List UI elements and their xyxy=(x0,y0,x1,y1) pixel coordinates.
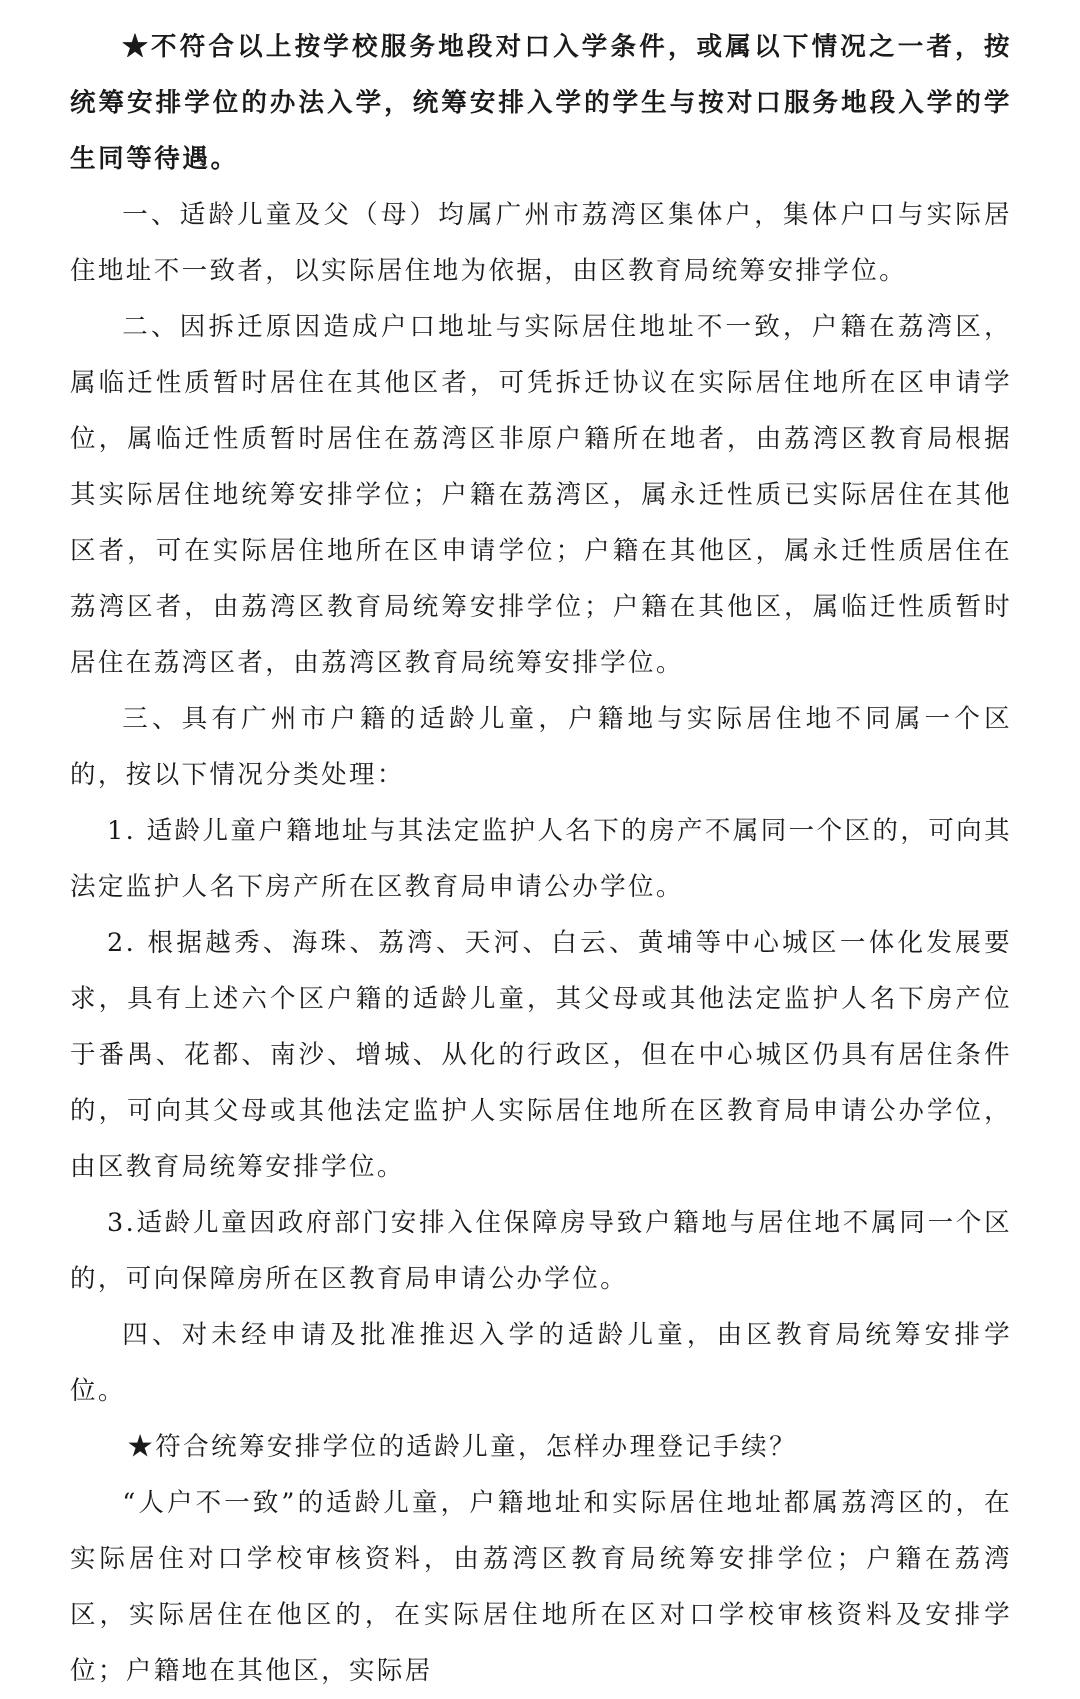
paragraph-subitem-3: 3.适龄儿童因政府部门安排入住保障房导致户籍地与居住地不属同一个区的，可向保障房所在区教育局申请公办学位。 xyxy=(70,1208,1012,1294)
paragraph-item-2: 二、因拆迁原因造成户口地址与实际居住地址不一致，户籍在荔湾区，属临迁性质暂时居住在其他区者，可凭拆迁协议在实际居住地所在区申请学位，属临迁性质暂时居住在荔湾区非原户籍所在地者，由荔湾区教育局根据其实际居住地统筹安排学位；户籍在荔湾区，属永迁性质已实际居住在其他区者，可在实际居住地所在区申请学位；户籍在其他区，属永迁性质居住在荔湾区者，由荔湾区教育局统筹安排学位；户籍在其他区，属临迁性质暂时居住在荔湾区者，由荔湾区教育局统筹安排学位。 xyxy=(70,312,1012,678)
paragraph-question: ★符合统筹安排学位的适龄儿童，怎样办理登记手续？ xyxy=(127,1432,797,1462)
paragraph-item-3: 三、具有广州市户籍的适龄儿童，户籍地与实际居住地不同属一个区的，按以下情况分类处理： xyxy=(70,704,1012,790)
paragraph-item-4: 四、对未经申请及批准推迟入学的适龄儿童，由区教育局统筹安排学位。 xyxy=(70,1320,1012,1406)
paragraph-answer: “人户不一致”的适龄儿童，户籍地址和实际居住地址都属荔湾区的，在实际居住对口学校审核资料，由荔湾区教育局统筹安排学位；户籍在荔湾区，实际居住在他区的，在实际居住地所在区对口学校审核资料及安排学位；户籍地在其他区，实际居 xyxy=(70,1488,1012,1686)
document-body xyxy=(70,19,1012,1699)
paragraph-item-1: 一、适龄儿童及父（母）均属广州市荔湾区集体户，集体户口与实际居住地址不一致者，以实际居住地为依据，由区教育局统筹安排学位。 xyxy=(70,200,1012,286)
paragraph-intro: ★不符合以上按学校服务地段对口入学条件，或属以下情况之一者，按统筹安排学位的办法入学，统筹安排入学的学生与按对口服务地段入学的学生同等待遇。 xyxy=(70,32,1012,174)
paragraph-subitem-1: 1. 适龄儿童户籍地址与其法定监护人名下的房产不属同一个区的，可向其法定监护人名下房产所在区教育局申请公办学位。 xyxy=(70,816,1012,902)
paragraph-subitem-2: 2. 根据越秀、海珠、荔湾、天河、白云、黄埔等中心城区一体化发展要求，具有上述六个区户籍的适龄儿童，其父母或其他法定监护人名下房产位于番禺、花都、南沙、增城、从化的行政区，但在中心城区仍具有居住条件的，可向其父母或其他法定监护人实际居住地所在区教育局申请公办学位，由区教育局统筹安排学位。 xyxy=(70,928,1012,1182)
